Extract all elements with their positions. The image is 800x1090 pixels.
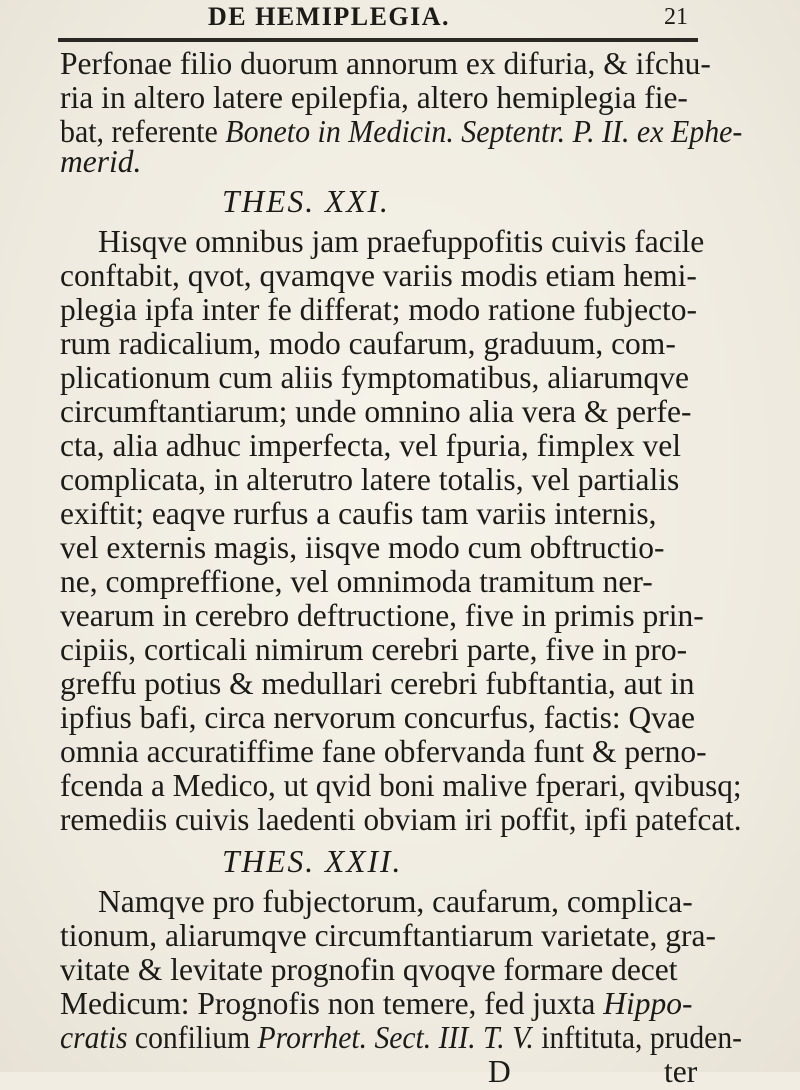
text-segment: vearum in cerebro deftructione, five in primis prin- [60,598,704,633]
text-line [60,428,681,464]
text-segment: circumftantiarum; unde omnino alia vera & perfe- [60,394,692,429]
text-segment: ne, compreffione, vel omnimoda tramitum ner- [60,564,653,599]
text-line [60,768,742,804]
text-line [60,734,707,770]
text-segment: Boneto in Medicin. Septentr. P. II. ex Ephe- [225,114,743,149]
text-line [60,462,679,498]
text-line [60,598,704,634]
text-segment: exiftit; eaqve rurfus a caufis tam variis internis, [60,496,657,531]
text-segment: THES. XXII. [222,844,403,879]
text-line [60,918,716,954]
text-line [60,394,692,430]
text-line [60,952,678,988]
text-segment: cratis [60,1020,128,1055]
catchword [664,1054,697,1090]
text-line [60,530,665,566]
text-line [60,986,693,1022]
text-segment: remediis cuivis laedenti obviam iri poffit, ipfi patefcat. [60,802,742,837]
text-segment: vitate & levitate prognofin qvoqve formare decet [60,952,678,987]
text-segment: fcenda a Medico, ut qvid boni malive fperari, qvibusq; [60,768,742,803]
text-segment: Medicum: Prognofis non temere, fed juxta [60,986,604,1021]
text-segment: conftabit, qvot, qvamqve variis modis etiam hemi- [60,258,697,293]
text-segment: cta, alia adhuc imperfecta, vel fpuria, fimplex vel [60,428,681,463]
text-segment: ria in altero latere epilepfia, altero hemiplegia fie- [60,80,688,115]
text-segment: ipfius bafi, circa nervorum concurfus, factis: Qvae [60,700,695,735]
text-segment: merid. [60,144,142,179]
text-segment: cipiis, corticali nimirum cerebri parte, five in pro- [60,632,688,667]
text-line [60,144,141,180]
running-head [0,2,800,38]
text-line [98,224,704,260]
header-rule [58,38,698,42]
text-segment: greffu potius & medullari cerebri fubftantia, aut in [60,666,695,701]
text-segment: vel externis magis, iisqve modo cum obftructio- [60,530,665,565]
text-line [60,114,742,150]
text-line [60,564,653,600]
text-line [60,1020,742,1056]
text-line [60,360,689,396]
text-segment: Namqve pro fubjectorum, caufarum, complica- [98,884,693,919]
text-segment: Prorrhet. Sect. III. T. V. [257,1020,534,1055]
text-segment: bat, referente [60,114,226,149]
text-segment: plegia ipfa inter fe differat; modo ratione fubjecto- [60,292,698,327]
text-line [60,700,695,736]
running-title: DE HEMIPLEGIA. [208,2,451,31]
text-segment: Hippo- [603,986,693,1021]
signature-mark [488,1054,511,1090]
text-line [60,666,694,702]
text-segment: inftituta, pruden- [533,1020,743,1055]
text-segment: complicata, in alterutro latere totalis, vel partialis [60,462,680,497]
text-line [60,496,657,532]
text-segment: D [488,1054,511,1089]
text-segment: THES. XXI. [222,184,390,219]
thesis-heading [222,184,390,220]
text-segment: confilium [127,1020,258,1055]
text-line [60,632,687,668]
text-segment: Hisqve omnibus jam praefuppofitis cuivis facile [98,224,705,259]
text-line [60,46,711,82]
text-segment: plicationum cum aliis fymptomatibus, aliarumqve [60,360,690,395]
text-line [60,258,697,294]
text-segment: tionum, aliarumqve circumftantiarum varietate, gra- [60,918,716,953]
text-line [60,80,688,116]
page-number: 21 [664,4,688,30]
text-segment: ter [664,1054,698,1089]
text-segment: Perfonae filio duorum annorum ex difuria, & ifchu- [60,46,711,81]
text-line [98,884,693,920]
text-line [60,292,697,328]
text-segment: rum radicalium, modo caufarum, graduum, com- [60,326,676,361]
thesis-heading [222,844,402,880]
text-line [60,802,742,838]
text-line [60,326,676,362]
text-segment: omnia accuratiffime fane obfervanda funt & perno- [60,734,707,769]
